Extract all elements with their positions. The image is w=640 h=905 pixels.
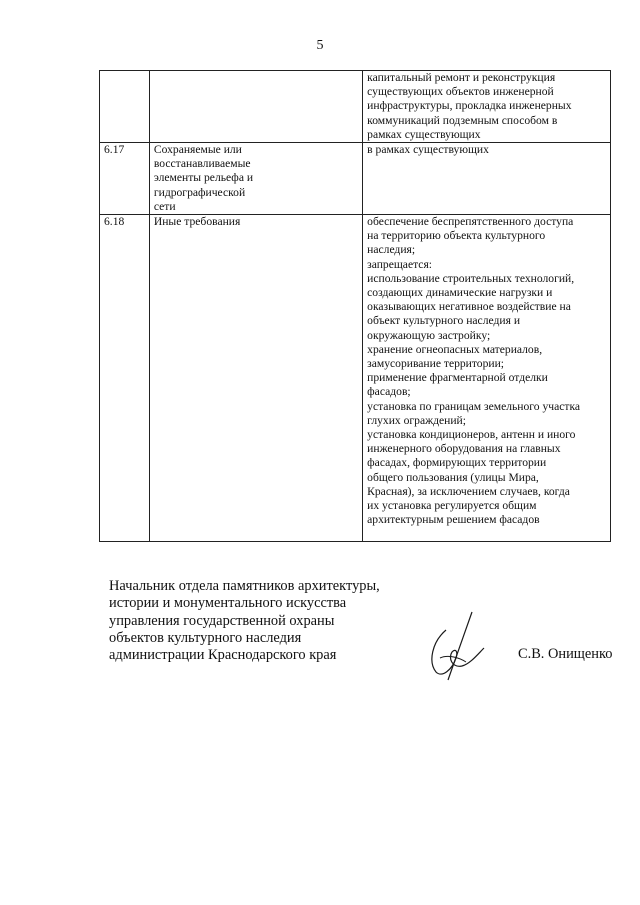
value-line: применение фрагментарной отделки: [367, 371, 548, 385]
name-line: элементы рельефа и: [153, 171, 254, 185]
name-line: Иные требования: [153, 215, 241, 229]
value-line: Красная), за исключением случаев, когда: [367, 484, 570, 498]
name-line: восстанавливаемые: [153, 157, 251, 171]
row-value-cell: [363, 215, 611, 542]
value-line: установка кондиционеров, антенн и иного: [367, 428, 576, 442]
row-name-cell: [149, 215, 362, 542]
row-number-cell: 6.18: [100, 215, 150, 542]
row-number-cell: 6.17: [100, 143, 150, 215]
value-line: капитальный ремонт и реконструкция: [367, 71, 556, 84]
row-name-cell: [149, 71, 362, 143]
value-line: наследия;: [367, 243, 416, 257]
value-line: их установка регулируется общим: [367, 499, 537, 513]
requirements-table: [99, 70, 611, 542]
value-line: глухих ограждений;: [367, 413, 466, 427]
value-line: общего пользования (улицы Мира,: [367, 470, 539, 484]
signatory-title-line: Начальник отдела памятников архитектуры,: [109, 578, 380, 594]
signatory-title-line: администрации Краснодарского края: [109, 647, 337, 664]
name-line: гидрографической: [153, 185, 246, 199]
value-line: на территорию объекта культурного: [367, 229, 546, 243]
table-row: [100, 143, 611, 215]
value-line: инженерного оборудования на главных: [367, 442, 561, 456]
table-row: [100, 215, 611, 542]
value-line: создающих динамические нагрузки и: [367, 286, 553, 300]
value-line: установка по границам земельного участка: [367, 399, 581, 413]
table-row: [100, 71, 611, 143]
row-name-cell: [149, 143, 362, 215]
value-line: архитектурным решением фасадов: [367, 513, 540, 527]
value-line: окружающую застройку;: [367, 328, 491, 342]
value-line: фасадов;: [367, 385, 411, 399]
signatory-title-line: управления государственной охраны: [109, 612, 335, 629]
row-number-cell: [100, 71, 150, 143]
name-line: сети: [153, 199, 176, 213]
value-line: коммуникаций подземным способом в: [367, 113, 558, 127]
value-line: запрещается:: [367, 257, 433, 271]
page-number: 5: [316, 38, 324, 53]
value-line: обеспечение беспрепятственного доступа: [367, 215, 574, 229]
handwritten-signature: [422, 608, 492, 690]
value-line: существующих объектов инженерной: [367, 85, 554, 99]
value-line: инфраструктуры, прокладка инженерных: [367, 99, 572, 113]
value-line: оказывающих негативное воздействие на: [367, 300, 571, 314]
name-line: Сохраняемые или: [153, 143, 242, 157]
value-line: хранение огнеопасных материалов,: [367, 342, 543, 356]
signatory-title-line: истории и монументального искусства: [109, 595, 347, 612]
signatory-title-line: объектов культурного наследия: [109, 629, 302, 646]
value-line: объект культурного наследия и: [367, 314, 521, 328]
row-value-cell: [363, 71, 611, 143]
value-line: в рамках существующих: [367, 143, 489, 157]
row-value-cell: [363, 143, 611, 215]
signatory-title: [109, 578, 380, 664]
signer-name: С.В. Онищенко: [518, 646, 613, 662]
value-line: замусоривание территории;: [367, 357, 505, 371]
value-line: рамках существующих: [367, 127, 481, 141]
value-line: фасадах, формирующих территории: [367, 456, 547, 470]
value-line: использование строительных технологий,: [367, 271, 575, 285]
